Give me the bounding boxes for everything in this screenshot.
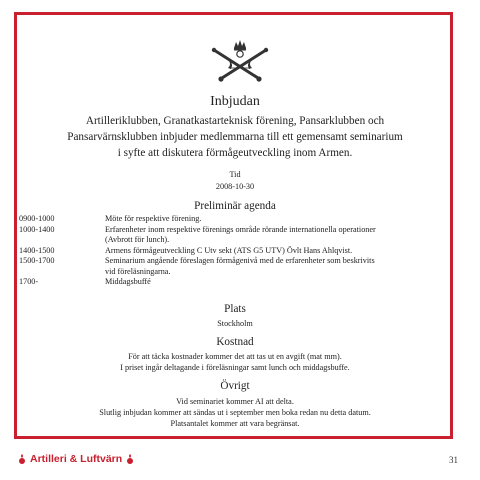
agenda-line: Seminarium angående föreslagen förmågenivå med de erfarenheter som beskrivits xyxy=(105,256,375,265)
page-number: 31 xyxy=(449,455,458,465)
agenda-line: (Avbrott för lunch). xyxy=(105,235,170,244)
agenda-line: Erfarenheter inom respektive förenings område rörande internationella operationer xyxy=(105,224,376,234)
agenda-list xyxy=(19,214,429,288)
intro-line: i syfte att diskutera förmågeutveckling inom Armen. xyxy=(117,147,353,159)
document-title: Inbjudan xyxy=(210,94,260,109)
agenda-text xyxy=(105,214,429,225)
agenda-time: 1700- xyxy=(19,277,39,286)
agenda-line: Armens förmågeutveckling C Utv sekt (ATS G5 UTV) Övlt Hans Ahlqvist. xyxy=(105,245,353,255)
footer-brand-text: Artilleri & Luftvärn xyxy=(30,453,123,465)
tid-label: Tid xyxy=(229,170,241,179)
agenda-text xyxy=(105,277,429,288)
intro-line: Pansarvärnsklubben inbjuder medlemmarna till ett gemensamt seminarium xyxy=(67,131,403,143)
agenda-line: Middagsbuffé xyxy=(105,277,151,286)
plats-heading: Plats xyxy=(224,303,246,315)
agenda-item xyxy=(19,214,429,225)
kostnad-heading: Kostnad xyxy=(216,336,254,348)
agenda-line: vid föreläsningarna. xyxy=(105,266,171,276)
tid-value: 2008-10-30 xyxy=(215,182,255,191)
intro-text xyxy=(17,113,453,161)
plats-value: Stockholm xyxy=(217,319,253,328)
agenda-item xyxy=(19,277,429,288)
crossed-cannons-crown-emblem xyxy=(208,38,272,84)
agenda-time: 1500-1700 xyxy=(19,256,55,265)
agenda-time: 1000-1400 xyxy=(19,224,55,234)
agenda-item xyxy=(19,256,429,277)
kostnad-line: I priset ingår deltagande i föreläsningar samt lunch och middagsbuffe. xyxy=(120,363,350,372)
agenda-heading: Preliminär agenda xyxy=(194,200,276,212)
ovrigt-heading: Övrigt xyxy=(220,380,250,392)
agenda-time: 1400-1500 xyxy=(19,245,55,255)
ovrigt-text xyxy=(17,396,453,429)
grenade-flame-icon xyxy=(16,453,28,465)
grenade-flame-icon xyxy=(124,453,136,465)
footer-brand xyxy=(16,453,136,465)
intro-line: Artilleriklubben, Granatkastarteknisk förening, Pansarklubben och xyxy=(85,115,385,127)
ovrigt-line: Platsantalet kommer att vara begränsat. xyxy=(170,419,300,428)
agenda-item xyxy=(19,225,429,246)
kostnad-text xyxy=(17,351,453,373)
ovrigt-line: Slutlig inbjudan kommer att sändas ut i september men boka redan nu detta datum. xyxy=(99,408,371,417)
agenda-text xyxy=(105,246,429,257)
agenda-text xyxy=(105,225,429,246)
agenda-time: 0900-1000 xyxy=(19,214,55,223)
kostnad-line: För att täcka kostnader kommer det att tas ut en avgift (mat mm). xyxy=(128,352,342,361)
agenda-line: Möte för respektive förening. xyxy=(105,214,202,223)
ovrigt-line: Vid seminariet kommer AI att delta. xyxy=(176,397,294,406)
agenda-text xyxy=(105,256,429,277)
agenda-item xyxy=(19,246,429,257)
